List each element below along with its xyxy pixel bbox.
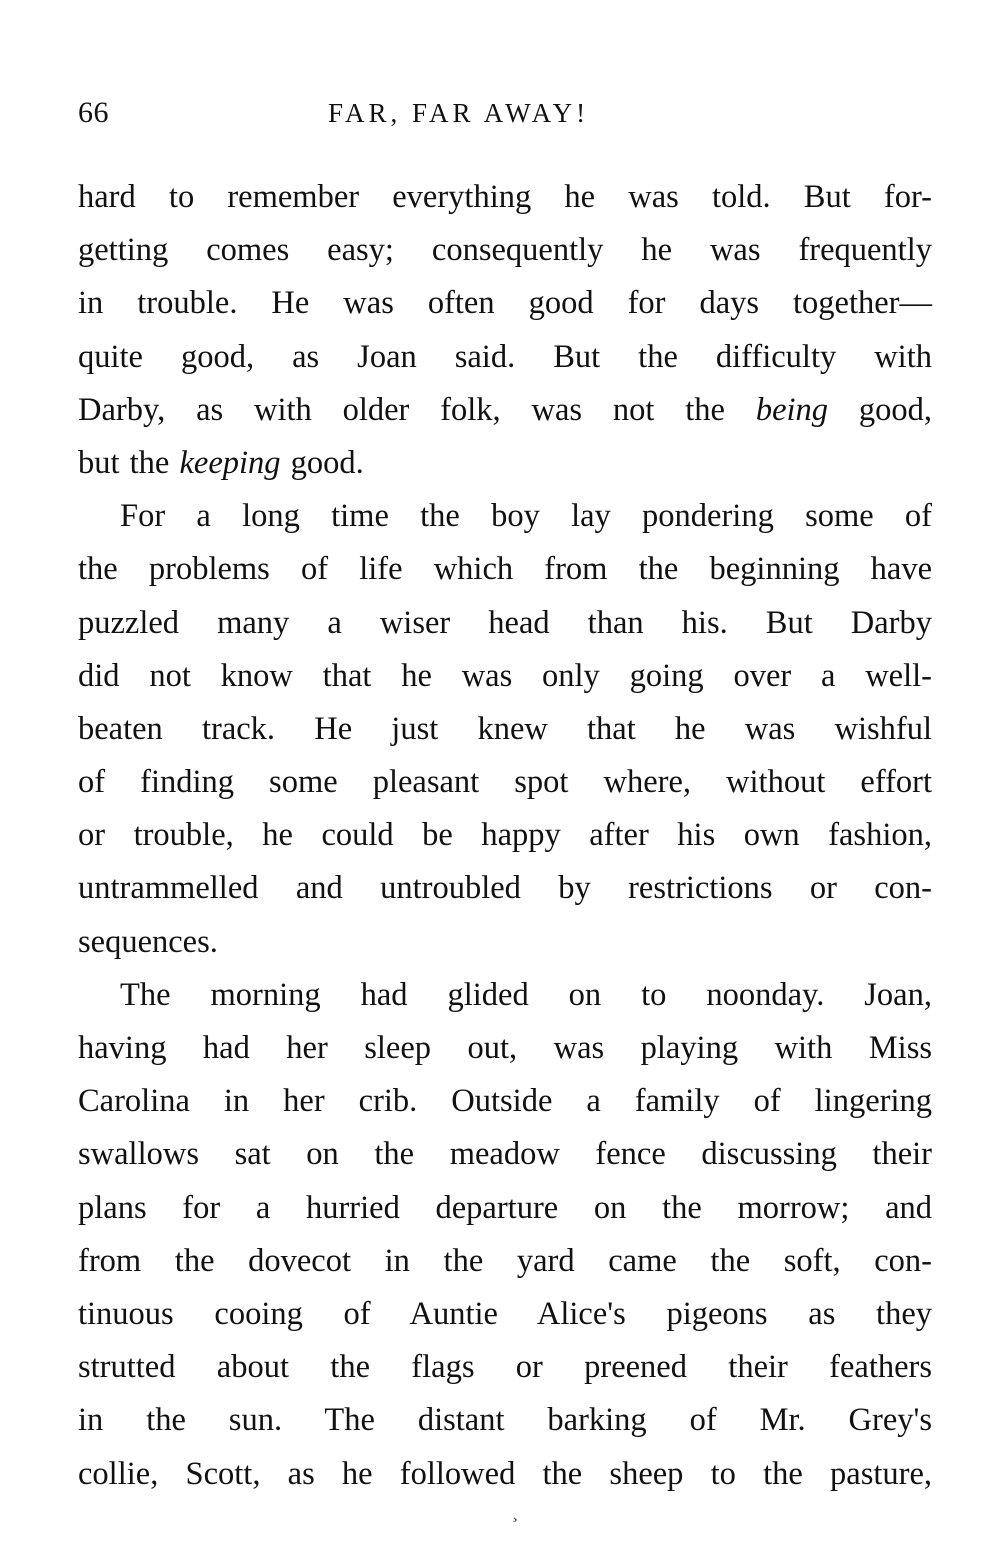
text-line: of finding some pleasant spot where, without effort — [78, 764, 932, 801]
text-line: tinuous cooing of Auntie Alice's pigeons as they — [78, 1295, 932, 1332]
running-title: FAR, FAR AWAY! — [328, 98, 590, 128]
text-line — [78, 384, 932, 437]
text-line: sequences. — [78, 923, 218, 960]
text-line: quite good, as Joan said. But the difficulty with — [78, 338, 932, 375]
text-line: untrammelled and untroubled by restrictions or con- — [78, 870, 932, 907]
emphasis-text: keeping — [179, 444, 281, 481]
text-line: or trouble, he could be happy after his own fashion, — [78, 817, 932, 854]
text-line: beaten track. He just knew that he was wishful — [78, 710, 932, 747]
text-line: For a long time the boy lay pondering some of — [120, 498, 932, 535]
text-line: Carolina in her crib. Outside a family of lingering — [78, 1083, 932, 1120]
text-line: did not know that he was only going over a well- — [78, 657, 932, 694]
emphasis-text: being — [755, 391, 829, 428]
text-line: getting comes easy; consequently he was frequently — [78, 232, 932, 269]
body-text — [78, 171, 932, 1501]
text-line: the problems of life which from the beginning have — [78, 551, 932, 588]
text-line: strutted about the flags or preened their feathers — [78, 1349, 932, 1386]
text-line: The morning had glided on to noonday. Joan, — [120, 976, 932, 1013]
text-line: having had her sleep out, was playing with Miss — [78, 1030, 932, 1066]
text-line: plans for a hurried departure on the morrow; and — [78, 1189, 932, 1226]
text-line: from the dovecot in the yard came the soft, con- — [78, 1242, 932, 1279]
line-text: good, — [828, 391, 932, 428]
text-line — [78, 437, 932, 490]
text-line: collie, Scott, as he followed the sheep to the pasture, — [78, 1455, 932, 1492]
page-header — [78, 96, 932, 140]
line-text: Darby, as with older folk, was not the — [78, 391, 756, 428]
line-text: but the — [78, 444, 180, 481]
line-text: good. — [280, 444, 364, 481]
text-line: hard to remember everything he was told. But for- — [78, 179, 932, 215]
text-line: puzzled many a wiser head than his. But Darby — [78, 604, 932, 641]
text-line: swallows sat on the meadow fence discussing their — [78, 1136, 932, 1173]
text-line: in trouble. He was often good for days together— — [78, 285, 932, 322]
text-line: in the sun. The distant barking of Mr. Grey's — [78, 1402, 932, 1439]
page-number: 66 — [78, 96, 109, 129]
signature-mark: ¸ — [512, 1502, 518, 1522]
